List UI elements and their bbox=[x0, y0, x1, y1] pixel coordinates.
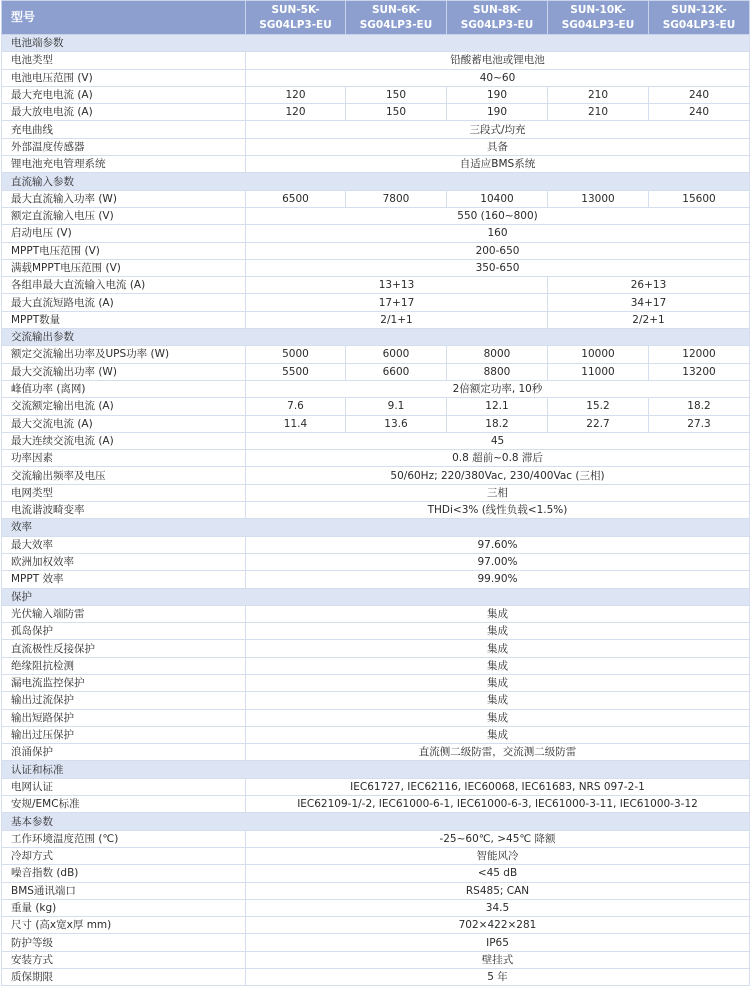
table-row bbox=[2, 311, 750, 328]
model-header-0 bbox=[246, 1, 346, 35]
parameter-value: 智能风冷 bbox=[246, 847, 750, 864]
parameter-value: 190 bbox=[447, 86, 548, 103]
section-title: 直流输入参数 bbox=[2, 173, 750, 190]
parameter-value: 集成 bbox=[246, 605, 750, 622]
parameter-value: 12000 bbox=[649, 346, 750, 363]
parameter-value: 11000 bbox=[548, 363, 649, 380]
table-row bbox=[2, 623, 750, 640]
table-row bbox=[2, 415, 750, 432]
table-row bbox=[2, 225, 750, 242]
parameter-label: 最大放电电流 (A) bbox=[2, 104, 246, 121]
parameter-label: MPPT 效率 bbox=[2, 571, 246, 588]
section-title: 电池端参数 bbox=[2, 35, 750, 52]
parameter-value: 150 bbox=[346, 86, 447, 103]
parameter-value: 550 (160~800) bbox=[246, 207, 750, 224]
parameter-label: 光伏输入端防雷 bbox=[2, 605, 246, 622]
table-row bbox=[2, 467, 750, 484]
parameter-label: MPPT数量 bbox=[2, 311, 246, 328]
parameter-label: 锂电池充电管理系统 bbox=[2, 156, 246, 173]
parameter-label: 峰值功率 (离网) bbox=[2, 380, 246, 397]
parameter-value: 8000 bbox=[447, 346, 548, 363]
table-row bbox=[2, 969, 750, 986]
parameter-label: 防护等级 bbox=[2, 934, 246, 951]
parameter-label: 电网类型 bbox=[2, 484, 246, 501]
parameter-value: 18.2 bbox=[447, 415, 548, 432]
section-header-row bbox=[2, 813, 750, 830]
section-header-row bbox=[2, 35, 750, 52]
parameter-value: 5000 bbox=[246, 346, 346, 363]
table-row bbox=[2, 86, 750, 103]
table-row bbox=[2, 640, 750, 657]
parameter-value: 9.1 bbox=[346, 398, 447, 415]
parameter-value: 26+13 bbox=[548, 277, 750, 294]
parameter-label: 电流谐波畸变率 bbox=[2, 502, 246, 519]
table-row bbox=[2, 277, 750, 294]
parameter-label: 外部温度传感器 bbox=[2, 138, 246, 155]
table-row bbox=[2, 363, 750, 380]
table-row bbox=[2, 899, 750, 916]
parameter-value: -25~60℃, >45℃ 降额 bbox=[246, 830, 750, 847]
parameter-value: 27.3 bbox=[649, 415, 750, 432]
table-row bbox=[2, 138, 750, 155]
table-row bbox=[2, 830, 750, 847]
parameter-value: 210 bbox=[548, 86, 649, 103]
parameter-label: 直流极性反接保护 bbox=[2, 640, 246, 657]
parameter-label: 安装方式 bbox=[2, 951, 246, 968]
parameter-label: 冷却方式 bbox=[2, 847, 246, 864]
parameter-value: 150 bbox=[346, 104, 447, 121]
model-name-line: SUN-5K- bbox=[271, 3, 320, 16]
parameter-label: 交流额定输出电流 (A) bbox=[2, 398, 246, 415]
table-row bbox=[2, 917, 750, 934]
model-name-line: SG04LP3-EU bbox=[561, 18, 635, 31]
parameter-label: 最大充电电流 (A) bbox=[2, 86, 246, 103]
parameter-label: 满载MPPT电压范围 (V) bbox=[2, 259, 246, 276]
parameter-label: 最大直流输入功率 (W) bbox=[2, 190, 246, 207]
parameter-value: 13+13 bbox=[246, 277, 548, 294]
parameter-label: MPPT电压范围 (V) bbox=[2, 242, 246, 259]
parameter-value: 集成 bbox=[246, 640, 750, 657]
parameter-value: 350-650 bbox=[246, 259, 750, 276]
parameter-value: 97.00% bbox=[246, 553, 750, 570]
section-title: 基本参数 bbox=[2, 813, 750, 830]
parameter-label: 欧洲加权效率 bbox=[2, 553, 246, 570]
section-header-row bbox=[2, 588, 750, 605]
table-row bbox=[2, 536, 750, 553]
model-header-2 bbox=[447, 1, 548, 35]
parameter-value: 200-650 bbox=[246, 242, 750, 259]
parameter-value: RS485; CAN bbox=[246, 882, 750, 899]
model-name-line: SUN-6K- bbox=[371, 3, 421, 16]
table-row bbox=[2, 346, 750, 363]
model-name-line: SG04LP3-EU bbox=[359, 18, 433, 31]
table-row bbox=[2, 484, 750, 501]
table-row bbox=[2, 450, 750, 467]
parameter-label: 交流输出频率及电压 bbox=[2, 467, 246, 484]
parameter-value: 50/60Hz; 220/380Vac, 230/400Vac (三相) bbox=[246, 467, 750, 484]
table-row bbox=[2, 951, 750, 968]
parameter-value: 6000 bbox=[346, 346, 447, 363]
table-row bbox=[2, 571, 750, 588]
parameter-value: THDi<3% (线性负载<1.5%) bbox=[246, 502, 750, 519]
parameter-value: 40~60 bbox=[246, 69, 750, 86]
parameter-value: 铅酸蓄电池或锂电池 bbox=[246, 52, 750, 69]
model-name-line: SG04LP3-EU bbox=[259, 18, 332, 31]
parameter-value: 160 bbox=[246, 225, 750, 242]
parameter-value: 210 bbox=[548, 104, 649, 121]
parameter-label: 最大交流输出功率 (W) bbox=[2, 363, 246, 380]
parameter-value: 2/2+1 bbox=[548, 311, 750, 328]
parameter-value: 99.90% bbox=[246, 571, 750, 588]
parameter-value: 13.6 bbox=[346, 415, 447, 432]
table-row bbox=[2, 502, 750, 519]
model-header-1 bbox=[346, 1, 447, 35]
parameter-value: 6500 bbox=[246, 190, 346, 207]
parameter-value: 18.2 bbox=[649, 398, 750, 415]
parameter-label: 输出过压保护 bbox=[2, 726, 246, 743]
parameter-value: 240 bbox=[649, 104, 750, 121]
parameter-value: 10000 bbox=[548, 346, 649, 363]
parameter-value: 三相 bbox=[246, 484, 750, 501]
table-row bbox=[2, 69, 750, 86]
parameter-label: 电池类型 bbox=[2, 52, 246, 69]
model-name-line: SUN-12K- bbox=[671, 3, 727, 16]
table-row bbox=[2, 674, 750, 691]
parameter-label: 重量 (kg) bbox=[2, 899, 246, 916]
parameter-value: 11.4 bbox=[246, 415, 346, 432]
parameter-label: 功率因素 bbox=[2, 450, 246, 467]
parameter-value: 190 bbox=[447, 104, 548, 121]
table-row bbox=[2, 934, 750, 951]
table-row bbox=[2, 380, 750, 397]
parameter-label: 尺寸 (高x宽x厚 mm) bbox=[2, 917, 246, 934]
model-header-4 bbox=[649, 1, 750, 35]
parameter-value: 直流侧二级防雷，交流测二级防雷 bbox=[246, 744, 750, 761]
model-header-3 bbox=[548, 1, 649, 35]
table-row bbox=[2, 778, 750, 795]
section-header-row bbox=[2, 173, 750, 190]
parameter-value: 8800 bbox=[447, 363, 548, 380]
parameter-value: 240 bbox=[649, 86, 750, 103]
table-row bbox=[2, 657, 750, 674]
model-name-line: SG04LP3-EU bbox=[460, 18, 534, 31]
parameter-value: IP65 bbox=[246, 934, 750, 951]
parameter-label: 绝缘阻抗检测 bbox=[2, 657, 246, 674]
parameter-label: 浪涌保护 bbox=[2, 744, 246, 761]
table-row bbox=[2, 207, 750, 224]
spec-table bbox=[1, 0, 750, 986]
section-title: 认证和标准 bbox=[2, 761, 750, 778]
parameter-value: 120 bbox=[246, 104, 346, 121]
parameter-value: IEC62109-1/-2, IEC61000-6-1, IEC61000-6-3, IEC61000-3-11, IEC61000-3-12 bbox=[246, 796, 750, 813]
parameter-value: 34+17 bbox=[548, 294, 750, 311]
section-header-row bbox=[2, 761, 750, 778]
model-name-line: SUN-10K- bbox=[570, 3, 626, 16]
table-row bbox=[2, 242, 750, 259]
parameter-value: 集成 bbox=[246, 692, 750, 709]
spec-table-body bbox=[2, 35, 750, 986]
parameter-value: 0.8 超前~0.8 滞后 bbox=[246, 450, 750, 467]
parameter-value: 13000 bbox=[548, 190, 649, 207]
parameter-value: <45 dB bbox=[246, 865, 750, 882]
table-row bbox=[2, 190, 750, 207]
model-header-label: 型号 bbox=[2, 1, 246, 35]
parameter-value: 12.1 bbox=[447, 398, 548, 415]
table-row bbox=[2, 121, 750, 138]
parameter-value: 自适应BMS系统 bbox=[246, 156, 750, 173]
table-row bbox=[2, 744, 750, 761]
parameter-label: 质保期限 bbox=[2, 969, 246, 986]
model-name-line: SG04LP3-EU bbox=[662, 18, 736, 31]
section-title: 保护 bbox=[2, 588, 750, 605]
parameter-value: 15600 bbox=[649, 190, 750, 207]
table-row bbox=[2, 605, 750, 622]
parameter-label: 最大连续交流电流 (A) bbox=[2, 432, 246, 449]
table-row bbox=[2, 104, 750, 121]
parameter-value: 三段式/均充 bbox=[246, 121, 750, 138]
table-row bbox=[2, 52, 750, 69]
parameter-value: 97.60% bbox=[246, 536, 750, 553]
section-header-row bbox=[2, 329, 750, 346]
parameter-value: 7.6 bbox=[246, 398, 346, 415]
parameter-value: 5500 bbox=[246, 363, 346, 380]
parameter-label: 最大交流电流 (A) bbox=[2, 415, 246, 432]
table-row bbox=[2, 553, 750, 570]
section-title: 交流输出参数 bbox=[2, 329, 750, 346]
parameter-value: 15.2 bbox=[548, 398, 649, 415]
table-row bbox=[2, 156, 750, 173]
header-row bbox=[2, 1, 750, 35]
parameter-value: 壁挂式 bbox=[246, 951, 750, 968]
table-row bbox=[2, 692, 750, 709]
parameter-value: 集成 bbox=[246, 623, 750, 640]
parameter-label: 输出短路保护 bbox=[2, 709, 246, 726]
parameter-value: 17+17 bbox=[246, 294, 548, 311]
table-row bbox=[2, 432, 750, 449]
table-row bbox=[2, 882, 750, 899]
parameter-value: 45 bbox=[246, 432, 750, 449]
table-row bbox=[2, 259, 750, 276]
parameter-label: 启动电压 (V) bbox=[2, 225, 246, 242]
parameter-label: 额定交流输出功率及UPS功率 (W) bbox=[2, 346, 246, 363]
parameter-value: 集成 bbox=[246, 726, 750, 743]
table-row bbox=[2, 294, 750, 311]
parameter-label: 最大直流短路电流 (A) bbox=[2, 294, 246, 311]
parameter-value: 集成 bbox=[246, 657, 750, 674]
parameter-value: 集成 bbox=[246, 709, 750, 726]
parameter-value: 10400 bbox=[447, 190, 548, 207]
parameter-value: IEC61727, IEC62116, IEC60068, IEC61683, NRS 097-2-1 bbox=[246, 778, 750, 795]
parameter-label: 工作环境温度范围 (℃) bbox=[2, 830, 246, 847]
parameter-value: 具备 bbox=[246, 138, 750, 155]
parameter-value: 702×422×281 bbox=[246, 917, 750, 934]
parameter-label: 噪音指数 (dB) bbox=[2, 865, 246, 882]
parameter-label: 漏电流监控保护 bbox=[2, 674, 246, 691]
parameter-label: 电网认证 bbox=[2, 778, 246, 795]
parameter-label: 各组串最大直流输入电流 (A) bbox=[2, 277, 246, 294]
parameter-label: 安规/EMC标准 bbox=[2, 796, 246, 813]
section-title: 效率 bbox=[2, 519, 750, 536]
parameter-value: 7800 bbox=[346, 190, 447, 207]
table-row bbox=[2, 398, 750, 415]
model-name-line: SUN-8K- bbox=[472, 3, 522, 16]
section-header-row bbox=[2, 519, 750, 536]
parameter-value: 集成 bbox=[246, 674, 750, 691]
parameter-value: 5 年 bbox=[246, 969, 750, 986]
parameter-value: 2倍额定功率, 10秒 bbox=[246, 380, 750, 397]
table-row bbox=[2, 847, 750, 864]
parameter-label: 孤岛保护 bbox=[2, 623, 246, 640]
parameter-label: 充电曲线 bbox=[2, 121, 246, 138]
parameter-value: 22.7 bbox=[548, 415, 649, 432]
parameter-label: 最大效率 bbox=[2, 536, 246, 553]
table-row bbox=[2, 865, 750, 882]
parameter-label: BMS通讯端口 bbox=[2, 882, 246, 899]
parameter-value: 2/1+1 bbox=[246, 311, 548, 328]
parameter-value: 120 bbox=[246, 86, 346, 103]
parameter-label: 输出过流保护 bbox=[2, 692, 246, 709]
parameter-value: 13200 bbox=[649, 363, 750, 380]
table-row bbox=[2, 726, 750, 743]
table-row bbox=[2, 796, 750, 813]
parameter-value: 6600 bbox=[346, 363, 447, 380]
table-row bbox=[2, 709, 750, 726]
parameter-label: 电池电压范围 (V) bbox=[2, 69, 246, 86]
parameter-label: 额定直流输入电压 (V) bbox=[2, 207, 246, 224]
parameter-value: 34.5 bbox=[246, 899, 750, 916]
